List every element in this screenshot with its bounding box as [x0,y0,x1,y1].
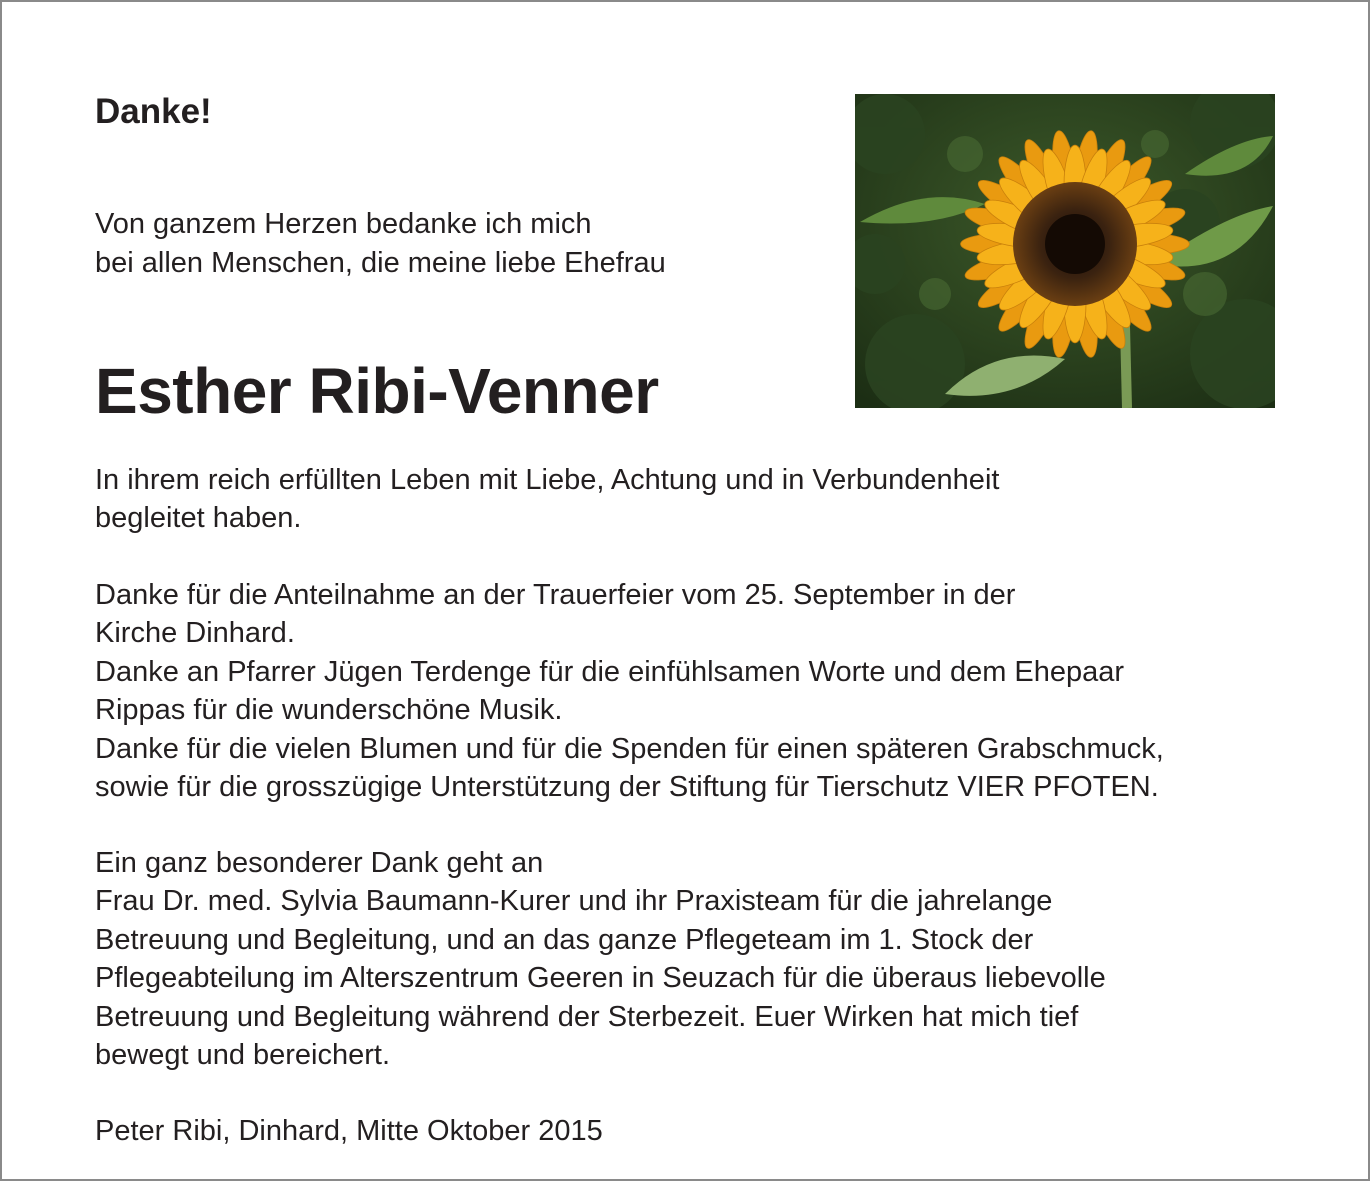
paragraph-special-thanks: Ein ganz besonderer Dank geht an Frau Dr. med. Sylvia Baumann-Kurer und ihr Praxisteam für die jahrelange Betreuung und Begleitung, und an das ganze Pflegeteam im 1. Stock der Pflegeabteilung im Alterszentrum Geeren in Seuzach für die überaus liebevolle Betreuung und Begleitung während der Sterbezeit. Euer Wirken hat mich tief bewegt und bereichert. [95,847,1106,1072]
intro-text: Von ganzem Herzen bedanke ich mich bei allen Menschen, die meine liebe Ehefrau [95,208,666,279]
signature-line: Peter Ribi, Dinhard, Mitte Oktober 2015 [95,1115,603,1147]
paragraph-thanks: Danke für die Anteilnahme an der Trauerfeier vom 25. September in der Kirche Dinhard. Danke an Pfarrer Jügen Terdenge für die einfühlsamen Worte und dem Ehepaar Rippas für die wunderschöne Musik. Danke für die vielen Blumen und für die Spenden für einen späteren Grabschmuck, sowie für die grosszügige Unterstützung der Stiftung für Tierschutz VIER PFOTEN. [95,579,1164,804]
deceased-name: Esther Ribi-Venner [95,355,659,427]
paragraph-life: In ihrem reich erfüllten Leben mit Liebe, Achtung und in Verbundenheit begleitet haben. [95,464,1000,535]
sunflower-photo [855,94,1275,408]
notice-heading: Danke! [95,92,212,131]
